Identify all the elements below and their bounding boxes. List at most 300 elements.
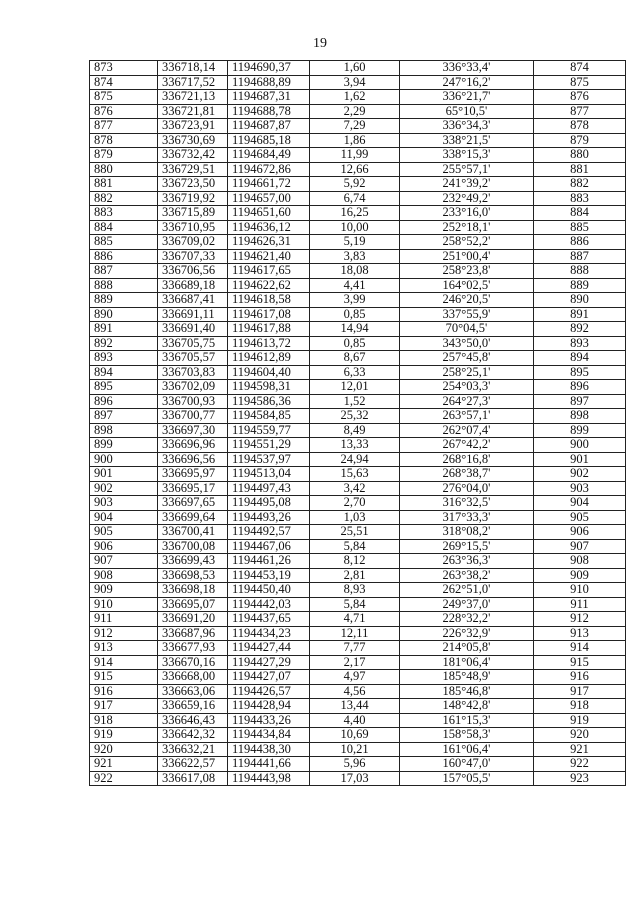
y-coordinate-cell: 1194684,49	[228, 148, 310, 163]
bearing-cell: 232°49,2'	[400, 191, 534, 206]
distance-cell: 25,32	[310, 409, 400, 424]
point-number-cell: 921	[90, 757, 158, 772]
distance-cell: 2,70	[310, 496, 400, 511]
table-row	[90, 612, 626, 627]
bearing-cell: 214°05,8'	[400, 641, 534, 656]
next-point-cell: 901	[534, 452, 626, 467]
table-row	[90, 148, 626, 163]
next-point-cell: 875	[534, 75, 626, 90]
bearing-cell: 158°58,3'	[400, 728, 534, 743]
point-number-cell: 922	[90, 771, 158, 786]
next-point-cell: 905	[534, 510, 626, 525]
y-coordinate-cell: 1194513,04	[228, 467, 310, 482]
table-row	[90, 220, 626, 235]
table-row	[90, 365, 626, 380]
bearing-cell: 157°05,5'	[400, 771, 534, 786]
table-row	[90, 728, 626, 743]
point-number-cell: 883	[90, 206, 158, 221]
next-point-cell: 918	[534, 699, 626, 714]
table-row	[90, 699, 626, 714]
next-point-cell: 919	[534, 713, 626, 728]
x-coordinate-cell: 336729,51	[158, 162, 228, 177]
y-coordinate-cell: 1194427,44	[228, 641, 310, 656]
y-coordinate-cell: 1194441,66	[228, 757, 310, 772]
distance-cell: 3,99	[310, 293, 400, 308]
distance-cell: 1,60	[310, 61, 400, 76]
distance-cell: 2,17	[310, 655, 400, 670]
distance-cell: 18,08	[310, 264, 400, 279]
y-coordinate-cell: 1194433,26	[228, 713, 310, 728]
next-point-cell: 900	[534, 438, 626, 453]
bearing-cell: 255°57,1'	[400, 162, 534, 177]
table-row	[90, 568, 626, 583]
y-coordinate-cell: 1194672,86	[228, 162, 310, 177]
point-number-cell: 920	[90, 742, 158, 757]
point-number-cell: 902	[90, 481, 158, 496]
next-point-cell: 915	[534, 655, 626, 670]
x-coordinate-cell: 336705,75	[158, 336, 228, 351]
table-row	[90, 119, 626, 134]
distance-cell: 14,94	[310, 322, 400, 337]
table-row	[90, 771, 626, 786]
point-number-cell: 916	[90, 684, 158, 699]
point-number-cell: 914	[90, 655, 158, 670]
page-number: 19	[313, 36, 327, 51]
distance-cell: 3,83	[310, 249, 400, 264]
x-coordinate-cell: 336732,42	[158, 148, 228, 163]
distance-cell: 7,77	[310, 641, 400, 656]
distance-cell: 4,97	[310, 670, 400, 685]
bearing-cell: 262°07,4'	[400, 423, 534, 438]
distance-cell: 5,84	[310, 539, 400, 554]
bearing-cell: 267°42,2'	[400, 438, 534, 453]
table-row	[90, 177, 626, 192]
point-number-cell: 888	[90, 278, 158, 293]
point-number-cell: 910	[90, 597, 158, 612]
x-coordinate-cell: 336723,50	[158, 177, 228, 192]
bearing-cell: 185°48,9'	[400, 670, 534, 685]
next-point-cell: 896	[534, 380, 626, 395]
table-row	[90, 61, 626, 76]
next-point-cell: 908	[534, 554, 626, 569]
next-point-cell: 916	[534, 670, 626, 685]
distance-cell: 4,56	[310, 684, 400, 699]
bearing-cell: 262°51,0'	[400, 583, 534, 598]
table-row	[90, 235, 626, 250]
next-point-cell: 888	[534, 264, 626, 279]
next-point-cell: 898	[534, 409, 626, 424]
table-row	[90, 583, 626, 598]
table-row	[90, 322, 626, 337]
distance-cell: 5,84	[310, 597, 400, 612]
y-coordinate-cell: 1194461,26	[228, 554, 310, 569]
point-number-cell: 912	[90, 626, 158, 641]
x-coordinate-cell: 336695,97	[158, 467, 228, 482]
next-point-cell: 882	[534, 177, 626, 192]
bearing-cell: 228°32,2'	[400, 612, 534, 627]
distance-cell: 6,33	[310, 365, 400, 380]
point-number-cell: 911	[90, 612, 158, 627]
next-point-cell: 912	[534, 612, 626, 627]
x-coordinate-cell: 336702,09	[158, 380, 228, 395]
table-row	[90, 641, 626, 656]
next-point-cell: 894	[534, 351, 626, 366]
x-coordinate-cell: 336700,77	[158, 409, 228, 424]
table-row	[90, 626, 626, 641]
next-point-cell: 917	[534, 684, 626, 699]
table-row	[90, 307, 626, 322]
y-coordinate-cell: 1194636,12	[228, 220, 310, 235]
x-coordinate-cell: 336696,56	[158, 452, 228, 467]
bearing-cell: 336°34,3'	[400, 119, 534, 134]
point-number-cell: 890	[90, 307, 158, 322]
next-point-cell: 876	[534, 90, 626, 105]
bearing-cell: 246°20,5'	[400, 293, 534, 308]
bearing-cell: 249°37,0'	[400, 597, 534, 612]
y-coordinate-cell: 1194438,30	[228, 742, 310, 757]
point-number-cell: 873	[90, 61, 158, 76]
distance-cell: 12,01	[310, 380, 400, 395]
y-coordinate-cell: 1194428,94	[228, 699, 310, 714]
table-row	[90, 423, 626, 438]
next-point-cell: 897	[534, 394, 626, 409]
bearing-cell: 318°08,2'	[400, 525, 534, 540]
x-coordinate-cell: 336687,41	[158, 293, 228, 308]
distance-cell: 7,29	[310, 119, 400, 134]
x-coordinate-cell: 336642,32	[158, 728, 228, 743]
y-coordinate-cell: 1194617,65	[228, 264, 310, 279]
table-row	[90, 351, 626, 366]
bearing-cell: 160°47,0'	[400, 757, 534, 772]
y-coordinate-cell: 1194613,72	[228, 336, 310, 351]
y-coordinate-cell: 1194426,57	[228, 684, 310, 699]
y-coordinate-cell: 1194559,77	[228, 423, 310, 438]
y-coordinate-cell: 1194687,87	[228, 119, 310, 134]
y-coordinate-cell: 1194657,00	[228, 191, 310, 206]
bearing-cell: 233°16,0'	[400, 206, 534, 221]
distance-cell: 1,86	[310, 133, 400, 148]
bearing-cell: 70°04,5'	[400, 322, 534, 337]
bearing-cell: 254°03,3'	[400, 380, 534, 395]
x-coordinate-cell: 336723,91	[158, 119, 228, 134]
next-point-cell: 884	[534, 206, 626, 221]
y-coordinate-cell: 1194453,19	[228, 568, 310, 583]
y-coordinate-cell: 1194437,65	[228, 612, 310, 627]
distance-cell: 11,99	[310, 148, 400, 163]
distance-cell: 2,29	[310, 104, 400, 119]
x-coordinate-cell: 336715,89	[158, 206, 228, 221]
x-coordinate-cell: 336706,56	[158, 264, 228, 279]
table-row	[90, 496, 626, 511]
distance-cell: 25,51	[310, 525, 400, 540]
point-number-cell: 903	[90, 496, 158, 511]
table-row	[90, 104, 626, 119]
bearing-cell: 164°02,5'	[400, 278, 534, 293]
next-point-cell: 923	[534, 771, 626, 786]
point-number-cell: 877	[90, 119, 158, 134]
bearing-cell: 317°33,3'	[400, 510, 534, 525]
y-coordinate-cell: 1194434,84	[228, 728, 310, 743]
y-coordinate-cell: 1194690,37	[228, 61, 310, 76]
x-coordinate-cell: 336709,02	[158, 235, 228, 250]
point-number-cell: 906	[90, 539, 158, 554]
distance-cell: 8,93	[310, 583, 400, 598]
distance-cell: 3,42	[310, 481, 400, 496]
point-number-cell: 898	[90, 423, 158, 438]
x-coordinate-cell: 336700,08	[158, 539, 228, 554]
x-coordinate-cell: 336700,41	[158, 525, 228, 540]
table-row	[90, 394, 626, 409]
distance-cell: 4,40	[310, 713, 400, 728]
table-row	[90, 539, 626, 554]
bearing-cell: 316°32,5'	[400, 496, 534, 511]
point-number-cell: 892	[90, 336, 158, 351]
bearing-cell: 258°52,2'	[400, 235, 534, 250]
distance-cell: 10,21	[310, 742, 400, 757]
point-number-cell: 894	[90, 365, 158, 380]
bearing-cell: 263°38,2'	[400, 568, 534, 583]
distance-cell: 1,62	[310, 90, 400, 105]
x-coordinate-cell: 336677,93	[158, 641, 228, 656]
y-coordinate-cell: 1194427,07	[228, 670, 310, 685]
bearing-cell: 247°16,2'	[400, 75, 534, 90]
bearing-cell: 148°42,8'	[400, 699, 534, 714]
point-number-cell: 917	[90, 699, 158, 714]
point-number-cell: 904	[90, 510, 158, 525]
table-row	[90, 409, 626, 424]
x-coordinate-cell: 336721,13	[158, 90, 228, 105]
x-coordinate-cell: 336719,92	[158, 191, 228, 206]
next-point-cell: 877	[534, 104, 626, 119]
next-point-cell: 889	[534, 278, 626, 293]
y-coordinate-cell: 1194688,89	[228, 75, 310, 90]
table-row	[90, 655, 626, 670]
distance-cell: 5,96	[310, 757, 400, 772]
bearing-cell: 338°21,5'	[400, 133, 534, 148]
x-coordinate-cell: 336617,08	[158, 771, 228, 786]
distance-cell: 12,66	[310, 162, 400, 177]
point-number-cell: 880	[90, 162, 158, 177]
table-row	[90, 713, 626, 728]
table-row	[90, 525, 626, 540]
bearing-cell: 263°57,1'	[400, 409, 534, 424]
bearing-cell: 269°15,5'	[400, 539, 534, 554]
x-coordinate-cell: 336707,33	[158, 249, 228, 264]
distance-cell: 6,74	[310, 191, 400, 206]
distance-cell: 0,85	[310, 307, 400, 322]
table-row	[90, 336, 626, 351]
bearing-cell: 258°25,1'	[400, 365, 534, 380]
bearing-cell: 257°45,8'	[400, 351, 534, 366]
bearing-cell: 226°32,9'	[400, 626, 534, 641]
next-point-cell: 904	[534, 496, 626, 511]
distance-cell: 8,12	[310, 554, 400, 569]
x-coordinate-cell: 336670,16	[158, 655, 228, 670]
x-coordinate-cell: 336691,11	[158, 307, 228, 322]
x-coordinate-cell: 336622,57	[158, 757, 228, 772]
point-number-cell: 918	[90, 713, 158, 728]
point-number-cell: 879	[90, 148, 158, 163]
table-row	[90, 264, 626, 279]
x-coordinate-cell: 336632,21	[158, 742, 228, 757]
x-coordinate-cell: 336659,16	[158, 699, 228, 714]
x-coordinate-cell: 336703,83	[158, 365, 228, 380]
next-point-cell: 902	[534, 467, 626, 482]
y-coordinate-cell: 1194537,97	[228, 452, 310, 467]
table-row	[90, 278, 626, 293]
y-coordinate-cell: 1194685,18	[228, 133, 310, 148]
bearing-cell: 263°36,3'	[400, 554, 534, 569]
x-coordinate-cell: 336721,81	[158, 104, 228, 119]
next-point-cell: 911	[534, 597, 626, 612]
table-row	[90, 597, 626, 612]
bearing-cell: 276°04,0'	[400, 481, 534, 496]
x-coordinate-cell: 336668,00	[158, 670, 228, 685]
table-row	[90, 90, 626, 105]
next-point-cell: 910	[534, 583, 626, 598]
point-number-cell: 919	[90, 728, 158, 743]
y-coordinate-cell: 1194688,78	[228, 104, 310, 119]
table-row	[90, 742, 626, 757]
distance-cell: 5,19	[310, 235, 400, 250]
point-number-cell: 878	[90, 133, 158, 148]
y-coordinate-cell: 1194493,26	[228, 510, 310, 525]
distance-cell: 1,03	[310, 510, 400, 525]
bearing-cell: 264°27,3'	[400, 394, 534, 409]
next-point-cell: 913	[534, 626, 626, 641]
bearing-cell: 337°55,9'	[400, 307, 534, 322]
point-number-cell: 896	[90, 394, 158, 409]
point-number-cell: 915	[90, 670, 158, 685]
next-point-cell: 885	[534, 220, 626, 235]
bearing-cell: 181°06,4'	[400, 655, 534, 670]
distance-cell: 13,33	[310, 438, 400, 453]
table-row	[90, 684, 626, 699]
next-point-cell: 887	[534, 249, 626, 264]
point-number-cell: 909	[90, 583, 158, 598]
next-point-cell: 922	[534, 757, 626, 772]
point-number-cell: 886	[90, 249, 158, 264]
bearing-cell: 268°16,8'	[400, 452, 534, 467]
y-coordinate-cell: 1194450,40	[228, 583, 310, 598]
y-coordinate-cell: 1194586,36	[228, 394, 310, 409]
next-point-cell: 886	[534, 235, 626, 250]
y-coordinate-cell: 1194492,57	[228, 525, 310, 540]
x-coordinate-cell: 336710,95	[158, 220, 228, 235]
next-point-cell: 909	[534, 568, 626, 583]
point-number-cell: 881	[90, 177, 158, 192]
bearing-cell: 336°33,4'	[400, 61, 534, 76]
next-point-cell: 907	[534, 539, 626, 554]
next-point-cell: 892	[534, 322, 626, 337]
point-number-cell: 913	[90, 641, 158, 656]
distance-cell: 24,94	[310, 452, 400, 467]
bearing-cell: 65°10,5'	[400, 104, 534, 119]
point-number-cell: 876	[90, 104, 158, 119]
y-coordinate-cell: 1194551,29	[228, 438, 310, 453]
table-row	[90, 438, 626, 453]
bearing-cell: 241°39,2'	[400, 177, 534, 192]
bearing-cell: 251°00,4'	[400, 249, 534, 264]
x-coordinate-cell: 336663,06	[158, 684, 228, 699]
next-point-cell: 914	[534, 641, 626, 656]
x-coordinate-cell: 336697,30	[158, 423, 228, 438]
table-row	[90, 554, 626, 569]
distance-cell: 0,85	[310, 336, 400, 351]
next-point-cell: 874	[534, 61, 626, 76]
table-row	[90, 467, 626, 482]
y-coordinate-cell: 1194621,40	[228, 249, 310, 264]
x-coordinate-cell: 336646,43	[158, 713, 228, 728]
bearing-cell: 161°15,3'	[400, 713, 534, 728]
coordinates-table-body	[90, 61, 626, 786]
x-coordinate-cell: 336697,65	[158, 496, 228, 511]
x-coordinate-cell: 336698,53	[158, 568, 228, 583]
point-number-cell: 901	[90, 467, 158, 482]
x-coordinate-cell: 336700,93	[158, 394, 228, 409]
bearing-cell: 343°50,0'	[400, 336, 534, 351]
next-point-cell: 906	[534, 525, 626, 540]
point-number-cell: 891	[90, 322, 158, 337]
y-coordinate-cell: 1194604,40	[228, 365, 310, 380]
bearing-cell: 161°06,4'	[400, 742, 534, 757]
point-number-cell: 875	[90, 90, 158, 105]
y-coordinate-cell: 1194442,03	[228, 597, 310, 612]
table-row	[90, 206, 626, 221]
point-number-cell: 874	[90, 75, 158, 90]
y-coordinate-cell: 1194622,62	[228, 278, 310, 293]
bearing-cell: 338°15,3'	[400, 148, 534, 163]
point-number-cell: 885	[90, 235, 158, 250]
x-coordinate-cell: 336717,52	[158, 75, 228, 90]
y-coordinate-cell: 1194427,29	[228, 655, 310, 670]
table-row	[90, 380, 626, 395]
bearing-cell: 185°46,8'	[400, 684, 534, 699]
y-coordinate-cell: 1194467,06	[228, 539, 310, 554]
x-coordinate-cell: 336695,17	[158, 481, 228, 496]
x-coordinate-cell: 336691,20	[158, 612, 228, 627]
bearing-cell: 252°18,1'	[400, 220, 534, 235]
distance-cell: 16,25	[310, 206, 400, 221]
table-row	[90, 249, 626, 264]
x-coordinate-cell: 336689,18	[158, 278, 228, 293]
next-point-cell: 883	[534, 191, 626, 206]
next-point-cell: 920	[534, 728, 626, 743]
distance-cell: 3,94	[310, 75, 400, 90]
distance-cell: 8,67	[310, 351, 400, 366]
next-point-cell: 879	[534, 133, 626, 148]
x-coordinate-cell: 336718,14	[158, 61, 228, 76]
y-coordinate-cell: 1194495,08	[228, 496, 310, 511]
table-row	[90, 293, 626, 308]
table-row	[90, 670, 626, 685]
x-coordinate-cell: 336699,64	[158, 510, 228, 525]
point-number-cell: 908	[90, 568, 158, 583]
point-number-cell: 899	[90, 438, 158, 453]
next-point-cell: 893	[534, 336, 626, 351]
table-row	[90, 510, 626, 525]
x-coordinate-cell: 336705,57	[158, 351, 228, 366]
y-coordinate-cell: 1194617,08	[228, 307, 310, 322]
table-row	[90, 757, 626, 772]
y-coordinate-cell: 1194598,31	[228, 380, 310, 395]
point-number-cell: 900	[90, 452, 158, 467]
y-coordinate-cell: 1194584,85	[228, 409, 310, 424]
next-point-cell: 891	[534, 307, 626, 322]
distance-cell: 2,81	[310, 568, 400, 583]
bearing-cell: 268°38,7'	[400, 467, 534, 482]
x-coordinate-cell: 336730,69	[158, 133, 228, 148]
